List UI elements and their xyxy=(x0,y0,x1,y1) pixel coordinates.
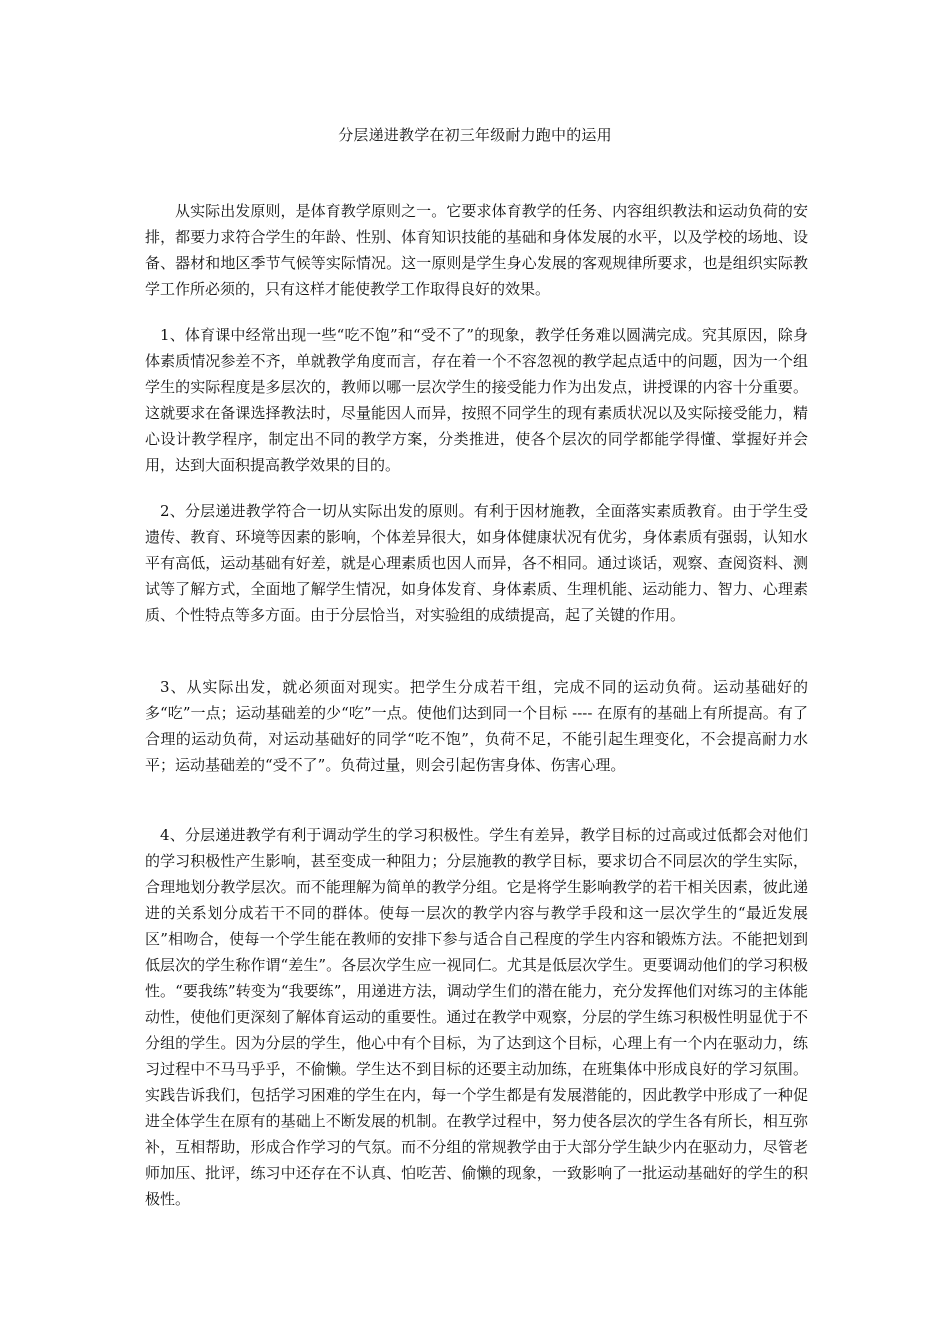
paragraph-point-4: 4、分层递进教学有利于调动学生的学习积极性。学生有差异，教学目标的过高或过低都会对他们的学习积极性产生影响，甚至变成一种阻力；分层施教的教学目标，要求切合不同层次的学生实际，合理地划分教学层次。而不能理解为简单的教学分组。它是将学生影响教学的若干相关因素，彼此递进的关系划分成若干不同的群体。使每一层次的教学内容与教学手段和这一层次学生的“最近发展区”相吻合，使每一个学生能在教师的安排下参与适合自己程度的学生内容和锻炼方法。不能把划到低层次的学生称作谓“差生”。各层次学生应一视同仁。尤其是低层次学生。更要调动他们的学习积极性。“要我练”转变为“我要练”，用递进方法，调动学生们的潜在能力，充分发挥他们对练习的主体能动性，使他们更深刻了解体育运动的重要性。通过在教学中观察，分层的学生练习积极性明显优于不分组的学生。因为分层的学生，他心中有个目标，为了达到这个目标，心理上有一个内在驱动力，练习过程中不马马乎乎，不偷懒。学生达不到目标的还要主动加练，在班集体中形成良好的学习氛围。实践告诉我们，包括学习困难的学生在内，每一个学生都是有发展潜能的，因此教学中形成了一种促进全体学生在原有的基础上不断发展的机制。在教学过程中，努力使各层次的学生各有所长，相互弥补，互相帮助，形成合作学习的气氛。而不分组的常规教学由于大部分学生缺少内在驱动力，尽管老师加压、批评，练习中还存在不认真、怕吃苦、偷懒的现象，一致影响了一批运动基础好的学生的积极性。 xyxy=(145,826,808,1208)
paragraph-point-3: 3、从实际出发，就必须面对现实。把学生分成若干组，完成不同的运动负荷。运动基础好的多“吃”一点；运动基础差的少“吃”一点。使他们达到同一个目标 ---- 在原有的基础上有所提高。有了合理的运动负荷，对运动基础好的同学“吃不饱”，负荷不足，不能引起生理变化，不会提高耐力水平；运动基础差的“受不了”。负荷过量，则会引起伤害身体、伤害心理。 xyxy=(145,678,808,774)
paragraph-point-2: 2、分层递进教学符合一切从实际出发的原则。有利于因材施教，全面落实素质教育。由于学生受遗传、教育、环境等因素的影响，个体差异很大，如身体健康状况有优劣，身体素质有强弱，认知水平有高低，运动基础有好差，就是心理素质也因人而异，各不相同。通过谈话，观察、查阅资料、测试等了解方式，全面地了解学生情况，如身体发育、身体素质、生理机能、运动能力、智力、心理素质、个性特点等多方面。由于分层恰当，对实验组的成绩提高，起了关键的作用。 xyxy=(145,502,808,624)
paragraph-intro: 从实际出发原则，是体育教学原则之一。它要求体育教学的任务、内容组织教法和运动负荷的安排，都要力求符合学生的年龄、性别、体育知识技能的基础和身体发展的水平，以及学校的场地、设备、器材和地区季节气候等实际情况。这一原则是学生身心发展的客观规律所要求，也是组织实际教学工作所必须的，只有这样才能使教学工作取得良好的效果。 xyxy=(145,202,808,298)
paragraph-point-1: 1、体育课中经常出现一些“吃不饱”和“受不了”的现象，教学任务难以圆满完成。究其原因，除身体素质情况参差不齐，单就教学角度而言，存在着一个不容忽视的教学起点适中的问题，因为一个组学生的实际程度是多层次的，教师以哪一层次学生的接受能力作为出发点，讲授课的内容十分重要。这就要求在备课选择教法时，尽量能因人而异，按照不同学生的现有素质状况以及实际接受能力，精心设计教学程序，制定出不同的教学方案，分类推进，使各个层次的同学都能学得懂、掌握好并会用，达到大面积提高教学效果的目的。 xyxy=(145,326,808,474)
document-title: 分层递进教学在初三年级耐力跑中的运用 xyxy=(338,126,612,144)
